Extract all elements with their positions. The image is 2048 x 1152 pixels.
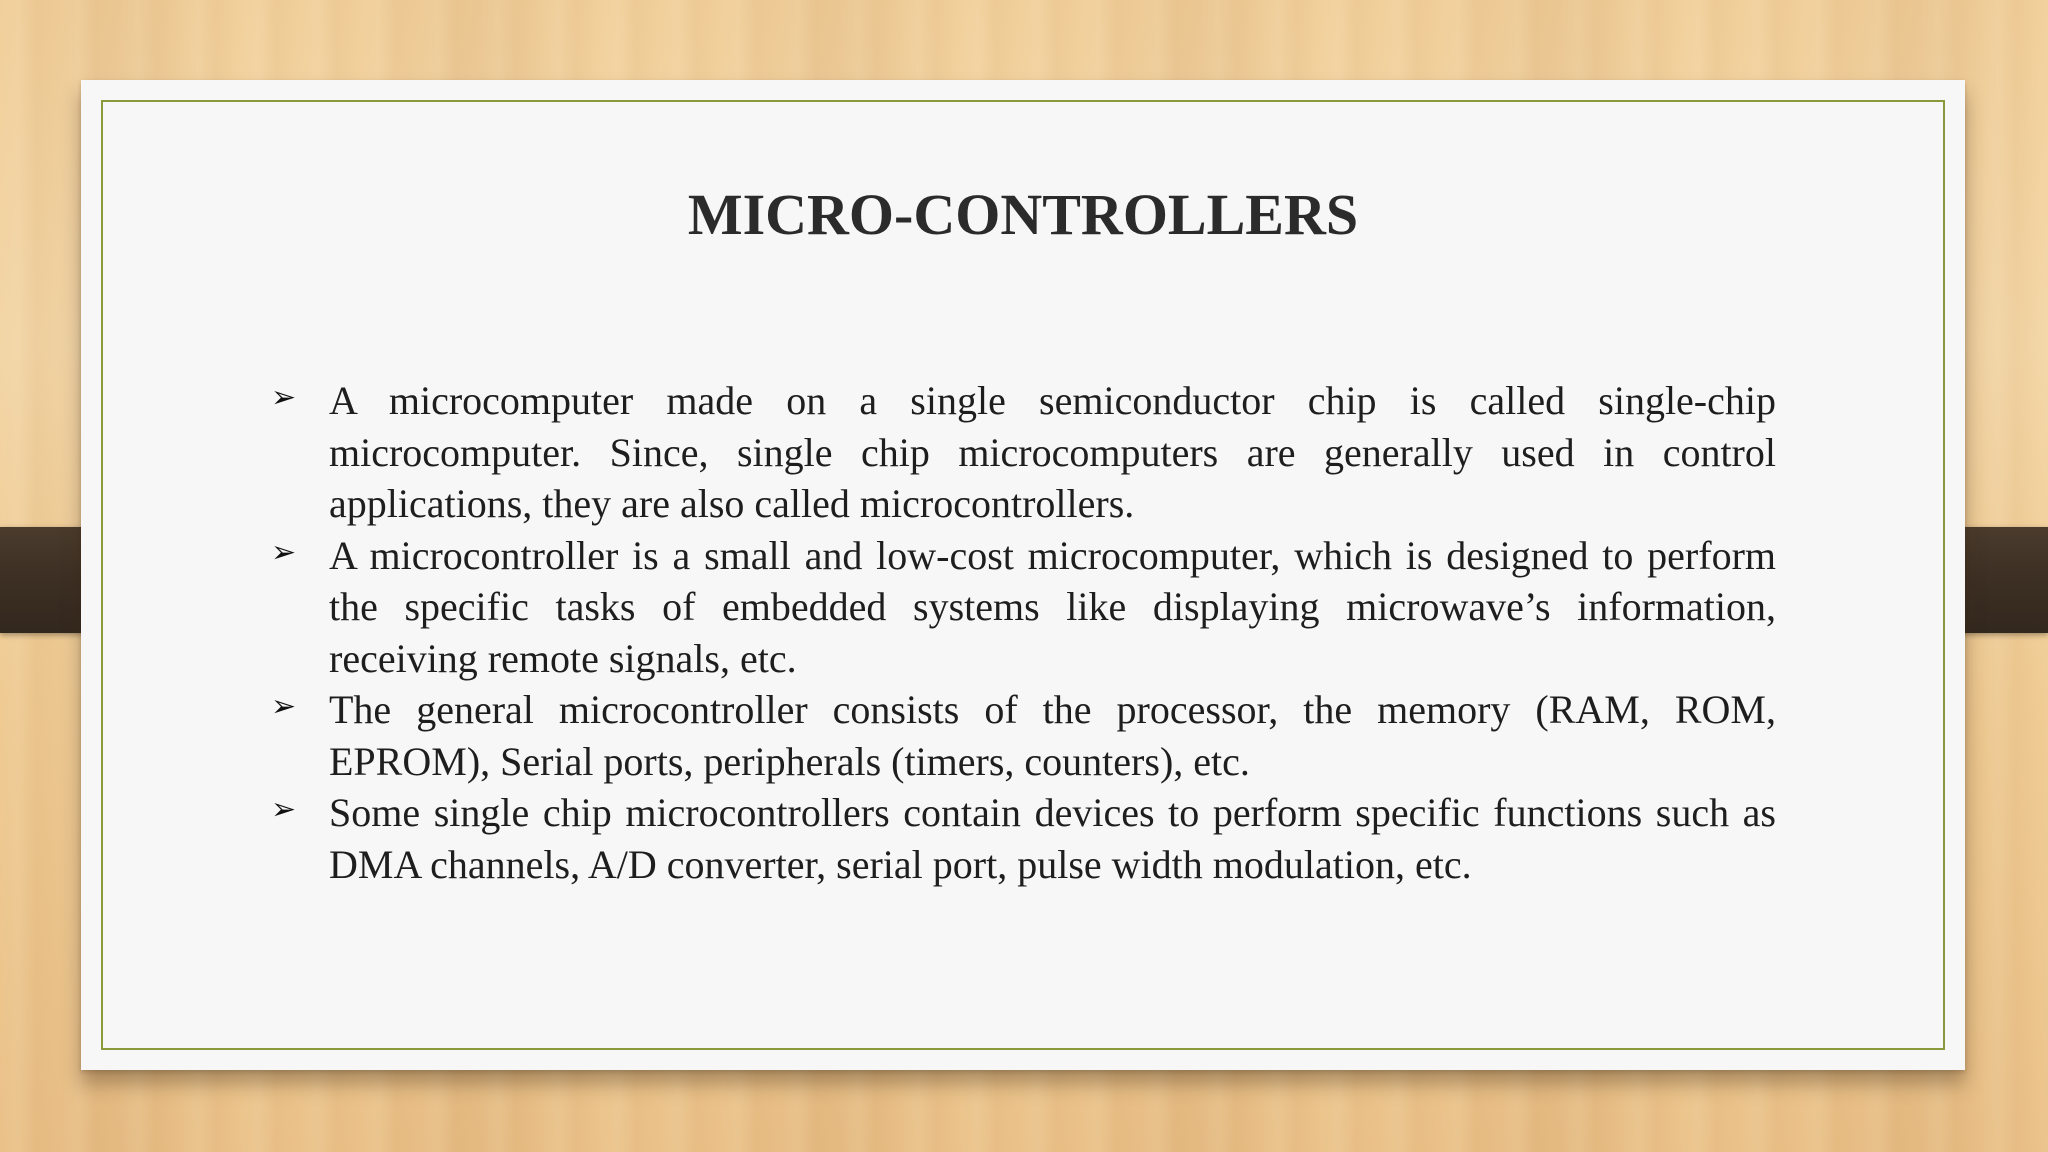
- arrow-bullet-icon: ➢: [271, 534, 297, 570]
- arrow-bullet-icon: ➢: [271, 380, 297, 415]
- bullet-text: A microcontroller is a small and low-cost microcomputer, which is designed to perform the specific tasks of embedded systems like displaying microwave’s information, receiving remote signals, etc.: [329, 532, 1776, 681]
- bullet-text: A microcomputer made on a single semiconductor chip is called single-chip microcomputer. Since, single chip microcomputers are generally used in control applications, they are also called microcontrollers.: [329, 378, 1776, 526]
- arrow-bullet-icon: ➢: [271, 689, 297, 724]
- bullet-text: Some single chip microcontrollers contain devices to perform specific functions such as DMA channels, A/D converter, serial port, pulse width modulation, etc.: [329, 790, 1776, 887]
- bullet-text: The general microcontroller consists of the processor, the memory (RAM, ROM, EPROM), Serial ports, peripherals (timers, counters), etc.: [329, 687, 1776, 784]
- bullet-item: [271, 530, 1776, 685]
- arrow-bullet-icon: ➢: [271, 792, 297, 827]
- slide-card: [81, 80, 1965, 1070]
- slide-title: MICRO-CONTROLLERS: [687, 182, 1359, 247]
- bullet-item: [271, 375, 1776, 530]
- bullet-list: [271, 375, 1776, 890]
- bullet-item: [271, 684, 1776, 787]
- bullet-item: [271, 787, 1776, 890]
